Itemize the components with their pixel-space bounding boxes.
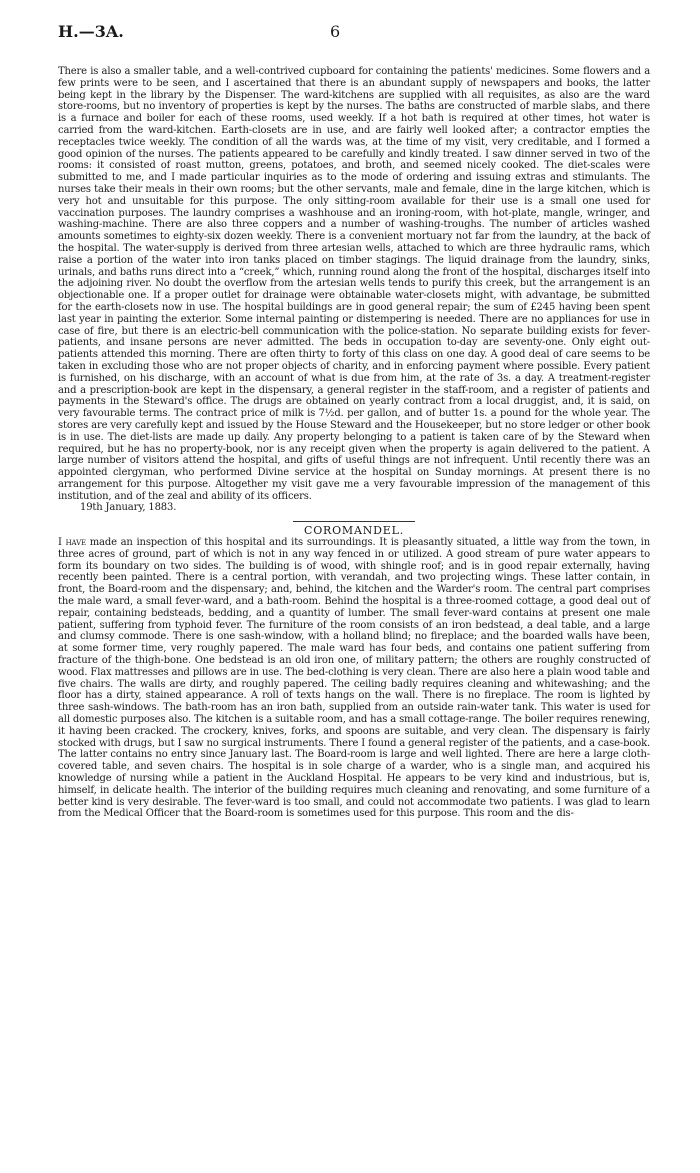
section-paragraph — [58, 537, 650, 820]
document-body — [58, 66, 650, 820]
section-paragraph-text: made an inspection of this hospital and its surroundings. It is pleasantly situated, a little way from the town, in three acres of ground, part of which is not in any way fenced in or utilized. A good stream of pure water appears to form its boundary on two sides. The building is of wood, with shingle roof; and is in good repair externally, having recently been painted. There is a central portion, with verandah, and two projecting wings. These latter contain, in front, the Board-room and the dispensary; and, behind, the kitchen and the Warder's room. The central part comprises the male ward, a small fever-ward, and a bath-room. Behind the hospital is a three-roomed cottage, a good deal out of repair, containing bedsteads, bedding, and a quantity of lumber. The small fever-ward contains at present one male patient, suffering from typhoid fever. The furniture of the room consists of an iron bedstead, a deal table, and a large and clumsy commode. There is one sash-window, with a holland blind; no fireplace; and the boarded walls have been, at some former time, very roughly papered. The male ward has four beds, and contains one patient suffering from fracture of the thigh-bone. One bedstead is an old iron one, of military pattern; the others are roughly constructed of wood. Flax mattresses and pillows are in use. The bed-clothing is very clean. There are also here a plain wood table and five chairs. The walls are dirty, and roughly papered. The ceiling badly requires cleaning and whitewashing; and the floor has a dirty, stained appearance. A roll of texts hangs on the wall. There is no fireplace. The room is lighted by three sash-windows. The bath-room has an iron bath, supplied from an outside rain-water tank. This water is used for all domestic purposes also. The kitchen is a suitable room, and has a small cottage-range. The boiler requires renewing, it having been cracked. The crockery, knives, forks, and spoons are suitable, and very clean. The dispensary is fairly stocked with drugs, but I saw no surgical instruments. There I found a general register of the patients, and a case-book. The latter contains no entry since January last. The Board-room is large and well lighted. There are here a large cloth-covered table, and seven chairs. The hospital is in sole charge of a warder, who is a single man, and acquired his knowledge of nursing while a patient in the Auckland Hospital. He appears to be very kind and industrious, but is, himself, in delicate health. The interior of the building requires much cleaning and renovating, and some furniture of a better kind is very desirable. The fever-ward is too small, and could not accommodate two patients. I was glad to learn from the Medical Officer that the Board-room is sometimes used for this purpose. This room and the dis- — [58, 537, 650, 820]
dateline: 19th January, 1883. — [80, 502, 177, 514]
section-title: COROMANDEL. — [303, 524, 405, 538]
page-header — [58, 22, 650, 48]
lead-in-text: I have — [58, 537, 86, 549]
body-paragraph: There is also a smaller table, and a well-contrived cupboard for containing the patients' medicines. Some flowers and a few prints were to be seen, and I ascertained that there is an abundant supply of newspapers and books, the latter being kept in the library by the Dispenser. The ward-kitchens are supplied with all requisites, as also are the ward store-rooms, but no inventory of properties is kept by the nurses. The baths are constructed of marble slabs, and there is a furnace and boiler for each of these rooms, used weekly. If a hot bath is required at other times, hot water is carried from the ward-kitchen. Earth-closets are in use, and are fairly well looked after; a contractor empties the receptacles twice weekly. The condition of all the wards was, at the time of my visit, very creditable, and I formed a good opinion of the nurses. The patients appeared to be carefully and kindly treated. I saw dinner served in two of the rooms: it consisted of roast mutton, greens, potatoes, and broth, and seemed nicely cooked. The diet-scales were submitted to me, and I made particular inquiries as to the mode of ordering and issuing extras and stimulants. The nurses take their meals in their own rooms; but the other servants, male and female, dine in the large kitchen, which is very hot and unsuitable for this purpose. The only sitting-room available for their use is a small one used for vaccination purposes. The laundry comprises a washhouse and an ironing-room, with hot-plate, mangle, wringer, and washing-machine. There are also three coppers and a number of washing-troughs. The number of articles washed amounts sometimes to eighty-six dozen weekly. There is a convenient mortuary not far from the laundry, at the back of the hospital. The water-supply is derived from three artesian wells, attached to which are three hydraulic rams, which raise a portion of the water into iron tanks placed on timber stagings. The liquid drainage from the laundry, sinks, urinals, and baths runs direct into a “creek,” which, running round along the front of the hospital, discharges itself into the adjoining river. No doubt the overflow from the artesian wells tends to purify this creek, but the arrangement is an objectionable one. If a proper outlet for drainage were obtainable water-closets might, with advantage, be submitted for the earth-closets now in use. The hospital buildings are in good general repair; the sum of £245 having been spent last year in painting the exterior. Some internal painting or distempering is needed. There are no appliances for use in case of fire, but there is an electric-bell communication with the police-station. No separate building exists for fever-patients, and insane persons are never admitted. The beds in occupation to-day are seventy-one. Only eight out-patients attended this morning. There are often thirty to forty of this class on one day. A good deal of care seems to be taken in excluding those who are not proper objects of charity, and in enforcing payment where possible. Every patient is furnished, on his discharge, with an account of what is due from him, at the rate of 3s. a day. A treatment-register and a prescription-book are kept in the dispensary, a general register in the staff-room, and a register of patients and payments in the Steward's office. The drugs are obtained on yearly contract from a local druggist, and, it is said, on very favourable terms. The contract price of milk is 7½d. per gallon, and of butter 1s. a pound for the whole year. The stores are very carefully kept and issued by the House Steward and the Housekeeper, but no store ledger or other book is in use. The diet-lists are made up daily. Any property belonging to a patient is taken care of by the Steward when required, but he has no property-book, nor is any receipt given when the property is again delivered to the patient. A large number of visitors attend the hospital, and gifts of useful things are not infrequent. Until recently there was an appointed clergyman, who performed Divine service at the hospital on Sunday mornings. At present there is no arrangement for this purpose. Altogether my visit gave me a very favourable impression of the management of this institution, and of the zeal and ability of its officers. — [58, 66, 650, 502]
page-number: 6 — [330, 22, 341, 41]
section-divider — [293, 521, 415, 522]
report-code: H.—3A. — [58, 22, 124, 41]
